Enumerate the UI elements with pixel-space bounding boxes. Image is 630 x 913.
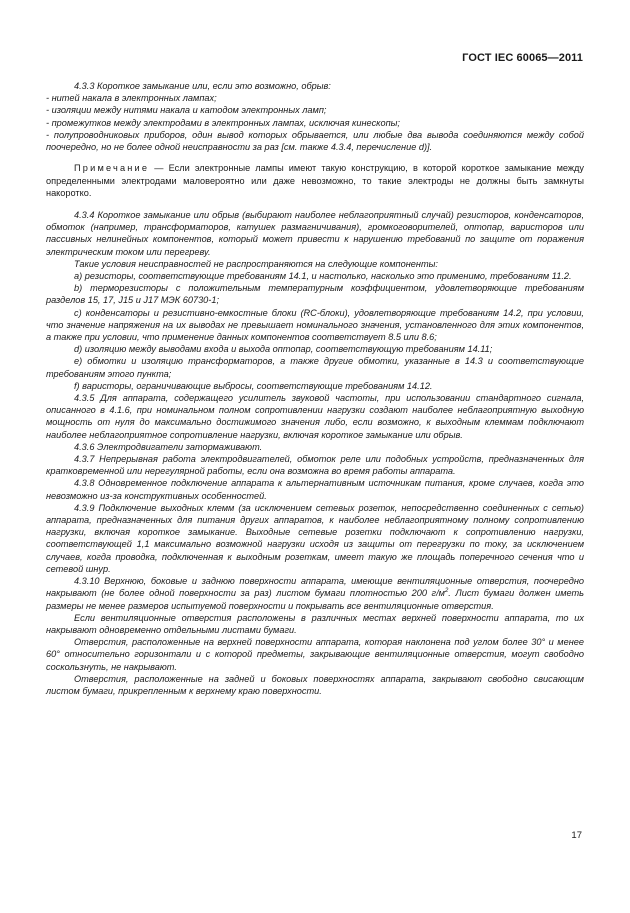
paragraph-4-3-10-text: 4.3.10 Верхнюю, боковые и заднюю поверхности аппарата, имеющие вентиляционные отверстия, поочередно накрывают (не более одной поверхности за раз) листом бумаги плотностью 200 г/м xyxy=(46,576,584,599)
list-item: e) обмотки и изоляцию трансформаторов, а также другие обмотки, указанные в 14.3 и соответствующие требованиям этого пункта; xyxy=(46,356,584,379)
list-item: b) терморезисторы с положительным температурным коэффициентом, удовлетворяющие требованиям разделов 15, 17, J15 и J17 МЭК 60730-1; xyxy=(46,283,584,306)
list-item: c) конденсаторы и резистивно-емкостные блоки (RC-блоки), удовлетворяющие требованиям 14.2, при условии, что значение напряжения на их выводах не превышает номинального значения, установленного для этих компонентов, а также при условии, что применение данных компонентов соответствует 8.5 или 8.6; xyxy=(46,307,584,343)
paragraph-4-3-6: 4.3.6 Электродвигатели затормаживают. xyxy=(74,441,263,452)
list-item: - полупроводниковых приборов, один вывод которых обрывается, или любые два вывода соединяются между собой поочередно, но не более одной неисправности за раз [см. также 4.3.4, перечисление d)]. xyxy=(46,129,584,153)
paragraph-4-3-8: 4.3.8 Одновременное подключение аппарата к альтернативным источникам питания, кроме случаев, когда это невозможно из-за конструктивных особенностей. xyxy=(46,478,584,501)
list-item: d) изоляцию между выводами входа и выхода оптопар, соответствующую требованиям 14.11; xyxy=(74,344,493,355)
paragraph-4-3-3-intro: 4.3.3 Короткое замыкание или, если это возможно, обрыв: xyxy=(74,81,331,91)
page-number: 17 xyxy=(571,830,582,841)
superscript-exponent: 2 xyxy=(444,588,449,595)
paragraph-4-3-4-exceptions: Такие условия неисправностей не распространяются на следующие компоненты: xyxy=(74,258,438,269)
paragraph-4-3-10 xyxy=(46,575,584,612)
list-item: - нитей накала в электронных лампах; xyxy=(46,93,217,104)
list-item: - промежутков между электродами в электронных лампах, исключая кинескопы; xyxy=(46,117,400,128)
note-text: — Если электронные лампы имеют такую конструкцию, в которой короткое замыкание между определенными электродами маловероятно или даже невозможно, то такие электроды не должны быть замкнуты накоротко. xyxy=(46,163,584,199)
document-header-id: ГОСТ IEC 60065—2011 xyxy=(462,52,583,64)
list-item: а) резисторы, соответствующие требованиям 14.1, и настолько, насколько это применимо, требованиям 11.2. xyxy=(74,271,572,282)
list-item: f) варисторы, ограничивающие выбросы, соответствующие требованиям 14.12. xyxy=(74,380,433,391)
paragraph-4-3-5: 4.3.5 Для аппарата, содержащего усилитель звуковой частоты, при использовании стандартного сигнала, описанного в 4.1.6, при номинальном полном сопротивлении нагрузки создают наиболее неблагоприятную выходную мощность от нуля до максимально достижимого значения либо, если возможно, к выходным клеммам подключают наиболее неблагоприятное сопротивление нагрузки, включая короткое замыкание или обрыв. xyxy=(46,393,584,440)
paragraph-4-3-9: 4.3.9 Подключение выходных клемм (за исключением сетевых розеток, непосредственно соединенных с сетью) аппарата, предназначенных для питания других аппаратов, к наиболее неблагоприятному полному сопротивлению нагрузки, включая короткое замыкание. Выходные сетевые розетки подключают к сопротивлению нагрузки, соответствующей 1,1 максимально возможной нагрузки исходя из защиты от перегрузки по току, за исключением случаев, когда проводка, подключенная к выходным розеткам, имеет такую же площадь поперечного сечения что и сетевой шнур. xyxy=(46,502,584,574)
paragraph-4-3-10-side-back: Отверстия, расположенные на задней и боковых поверхностях аппарата, закрывают свободно свисающим листом бумаги, прикрепленным к верхнему краю поверхности. xyxy=(46,673,584,696)
note-paragraph xyxy=(46,162,584,200)
paragraph-4-3-10-text-cont: . Лист бумаги должен иметь размеры не менее размеров испытуемой поверхности и покрывать все вентиляционные отверстия. xyxy=(46,588,584,611)
paragraph-4-3-4: 4.3.4 Короткое замыкание или обрыв (выбирают наиболее неблагоприятный случай) резисторов, конденсаторов, обмоток (например, трансформаторов, катушек размагничивания), громкоговорителей, оптопар, варисторов или пассивных нелинейных компонентов, который может привести к нарушению требований по защите от поражения электрическим током или перегреву. xyxy=(46,210,584,257)
paragraph-4-3-10-top-surface: Если вентиляционные отверстия расположены в различных местах верхней поверхности аппарата, то их накрывают одновременно отдельными листами бумаги. xyxy=(46,612,584,635)
paragraph-4-3-7: 4.3.7 Непрерывная работа электродвигателей, обмоток реле или подобных устройств, предназначенных для кратковременной или нерегулярной работы, если она возможна во время работы аппарата. xyxy=(46,454,584,477)
paragraph-4-3-10-inclined: Отверстия, расположенные на верхней поверхности аппарата, которая наклонена под углом более 30° и менее 60° относительно горизонтали и с которой предметы, закрывающие вентиляционные отверстия, могут свободно соскользнуть, не накрывают. xyxy=(46,637,584,672)
note-label: Примечание xyxy=(74,163,150,174)
document-body xyxy=(46,80,584,697)
list-item: - изоляции между нитями накала и катодом электронных ламп; xyxy=(46,105,327,116)
